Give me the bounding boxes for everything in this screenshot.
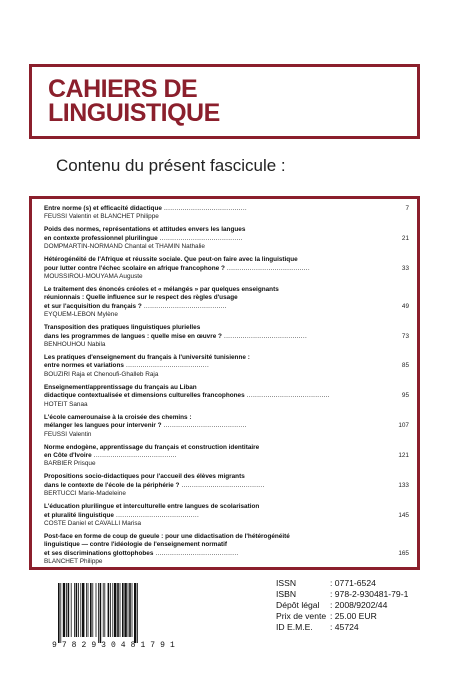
journal-title-line1: CAHIERS DE (48, 75, 198, 103)
barcode-bar (134, 583, 136, 643)
dot-leader: ........................................ (157, 234, 243, 242)
barcode-bar (117, 583, 119, 637)
toc-entry-title: dans les programmes de langues : quelle mise en œuvre ? ........................................ (44, 332, 308, 340)
dot-leader: ........................................ (244, 392, 330, 400)
barcode-bar (80, 583, 81, 637)
toc-entry-title: et ses discriminations glottophobes ........................................ (44, 549, 239, 557)
toc-entry-title: en Côte d'Ivoire ........................................ (44, 451, 177, 459)
barcode-digit: 1 (169, 641, 176, 650)
toc-entry-page: 121 (398, 451, 409, 459)
toc-entry-title: et sur l'acquisition du français ? ........................................ (44, 302, 227, 310)
dot-leader: ........................................ (161, 422, 247, 430)
toc-entry-author: BARBIER Prisque (44, 460, 96, 468)
toc-entry-page: 133 (398, 481, 409, 489)
toc-entry (44, 354, 409, 379)
toc-entry-author: EYQUEM-LEBON Mylène (44, 311, 118, 319)
toc-entry (44, 286, 409, 320)
barcode-bar (71, 583, 72, 637)
barcode-bar (66, 583, 67, 637)
toc-entry-author: FEUSSI Valentin (44, 430, 92, 438)
toc-entry (44, 324, 409, 349)
info-row (276, 622, 408, 633)
barcode-bar (63, 583, 65, 637)
barcode-bar (78, 583, 79, 637)
toc-entry-title: Norme endogène, apprentissage du français et construction identitaire (44, 443, 260, 451)
toc-entry-author: BLANCHET Philippe (44, 558, 103, 566)
info-label: ISSN (276, 578, 297, 588)
toc-entry (44, 226, 409, 251)
toc-entry-title: dans le contexte de l'école de la périphérie ? ........................................ (44, 481, 265, 489)
toc-entry (44, 414, 409, 439)
toc-entry-title: Transposition des pratiques linguistiques plurielles (44, 324, 201, 332)
barcode-digit: 4 (120, 641, 127, 650)
barcode-bar (88, 583, 89, 637)
toc-entry-title: mélanger les langues pour intervenir ? ........................................ (44, 422, 247, 430)
toc-entry-page: 85 (401, 362, 409, 370)
toc-entry-author: BOUZIRI Raja et Chenoufi-Ghalleb Raja (44, 370, 159, 378)
toc-entry-title: linguistique — contre l'idéologie de l'enseignement normatif (44, 541, 228, 549)
barcode-bar (68, 583, 70, 637)
toc-entry-author: BENHOUHOU Nabila (44, 341, 106, 349)
info-row (276, 600, 408, 611)
toc-entry-page: 145 (398, 511, 409, 519)
barcode-digit: 2 (81, 641, 88, 650)
barcode-bar (92, 583, 93, 637)
toc-entry-author: MOUSSIROU-MOUYAMA Auguste (44, 273, 143, 281)
toc-entry-title: Poids des normes, représentations et attitudes envers les langues (44, 226, 246, 234)
toc-entry-title: didactique contextualisée et dimensions culturelles francophones ........................................ (44, 392, 330, 400)
barcode-bar (74, 583, 75, 637)
dot-leader: ........................................ (179, 481, 265, 489)
barcode-bar (96, 583, 97, 637)
barcode-bar (108, 583, 110, 637)
barcode-bar (86, 583, 87, 637)
toc-entry-title: et pluralité linguistique ........................................ (44, 511, 200, 519)
barcode-bar (60, 583, 61, 643)
barcode-digit: 1 (140, 641, 147, 650)
toc-entry-title: L'éducation plurilingue et interculturelle entre langues de scolarisation (44, 503, 260, 511)
dot-leader: ........................................ (123, 362, 210, 370)
toc-entry (44, 473, 409, 498)
info-row (276, 611, 408, 622)
barcode-bar (122, 583, 124, 637)
barcode-digit: 9 (160, 641, 167, 650)
toc-entry-page: 107 (398, 422, 409, 430)
barcode-bar (104, 583, 105, 637)
toc-entry-title: Le traitement des énoncés créoles et « mélangés » par quelques enseignants (44, 286, 279, 294)
dot-leader: ........................................ (141, 302, 227, 310)
barcode-bar (124, 583, 126, 637)
toc-entry-title: Enseignement/apprentissage du français au Liban (44, 383, 197, 391)
barcode-digit: 7 (150, 641, 157, 650)
toc-entry-title: entre normes et variations ........................................ (44, 362, 210, 370)
toc-entry-title: en contexte professionnel plurilingue ........................................ (44, 234, 243, 242)
toc-entry (44, 444, 409, 469)
info-row (276, 578, 408, 589)
barcode-image (56, 583, 168, 643)
toc-entry-page: 73 (401, 332, 409, 340)
barcode-bar (137, 583, 138, 643)
barcode-digit: 9 (52, 641, 59, 650)
barcode-bar (100, 583, 102, 643)
barcode-bar (110, 583, 111, 637)
toc-entry-author: COSTE Daniel et CAVALLI Marisa (44, 519, 142, 527)
barcode-digit: 7 (61, 641, 68, 650)
barcode-bar (112, 583, 113, 637)
toc-entry-title: L'école camerounaise à la croisée des chemins : (44, 413, 192, 421)
toc-entry (44, 205, 409, 222)
barcode-bar (58, 583, 60, 643)
toc-entry-author: HOTEIT Sanaa (44, 400, 88, 408)
toc-entry-page: 21 (401, 234, 409, 242)
barcode-bar (82, 583, 84, 637)
table-of-contents (29, 196, 420, 570)
toc-entry-page: 49 (401, 302, 409, 310)
contents-heading: Contenu du présent fascicule : (56, 156, 286, 175)
toc-entry-page: 7 (405, 205, 409, 212)
publication-info (276, 578, 408, 633)
toc-entry-title: Propositions socio-didactiques pour l'accueil des élèves migrants (44, 473, 245, 481)
toc-entry-title: Les pratiques d'enseignement du français à l'université tunisienne : (44, 354, 250, 362)
info-value: : 45724 (330, 622, 359, 632)
dot-leader: ........................................ (224, 264, 310, 272)
title-box (29, 64, 420, 139)
toc-entry-page: 165 (398, 549, 409, 557)
toc-entry (44, 384, 409, 409)
info-label: Dépôt légal (276, 600, 320, 610)
dot-leader: ........................................ (161, 205, 248, 212)
dot-leader: ........................................ (113, 511, 200, 519)
dot-leader: ........................................ (91, 451, 177, 459)
toc-entry (44, 533, 409, 567)
toc-entry-author: FEUSSI Valentin et BLANCHET Philippe (44, 213, 159, 221)
barcode-bar (114, 583, 116, 637)
info-label: ISBN (276, 589, 297, 599)
info-value: : 2008/9202/44 (330, 600, 388, 610)
barcode-digit: 8 (71, 641, 78, 650)
toc-entry-title: réunionnais : Quelle influence sur le respect des règles d'usage (44, 294, 238, 302)
dot-leader: ........................................ (221, 332, 308, 340)
toc-entry-title: Post-face en forme de coup de gueule : pour une didactisation de l'hétérogénéité (44, 532, 290, 540)
barcode-bar (76, 583, 78, 637)
info-value: : 0771-6524 (330, 578, 376, 588)
toc-entry-title: Hétérogénéité de l'Afrique et réussite sociale. Que peut-on faire avec la linguistique (44, 256, 298, 264)
toc-entry-title: pour lutter contre l'échec scolaire en afrique francophone ? ........................................ (44, 264, 310, 272)
info-value: : 978-2-930481-79-1 (330, 589, 409, 599)
barcode-bar (120, 583, 121, 637)
toc-entry-author: BERTUCCI Marie-Madeleine (44, 490, 126, 498)
barcode-bar (132, 583, 133, 637)
toc-entry-author: DOMPMARTIN-NORMAND Chantal et THAMIN Nathalie (44, 243, 205, 251)
barcode-digit: 3 (101, 641, 108, 650)
toc-entry (44, 503, 409, 528)
info-row (276, 589, 408, 600)
info-label: ID E.M.E. (276, 622, 313, 632)
toc-entry-page: 33 (401, 264, 409, 272)
info-label: Prix de vente (276, 611, 327, 621)
barcode-bar (128, 583, 129, 637)
barcode-digits (52, 641, 176, 650)
barcode-bar (90, 583, 92, 637)
barcode-bar (129, 583, 131, 637)
toc-entry (44, 256, 409, 281)
barcode-bar (98, 583, 99, 643)
barcode-bar (103, 583, 104, 637)
toc-entry-page: 95 (401, 392, 409, 400)
barcode-digit: 0 (110, 641, 117, 650)
journal-title-line2: LINGUISTIQUE (48, 99, 220, 127)
toc-entry-title: Entre norme (s) et efficacité didactique ........................................ (44, 205, 248, 212)
info-value: : 25.00 EUR (330, 611, 377, 621)
dot-leader: ........................................ (153, 549, 239, 557)
barcode-digit: 9 (91, 641, 98, 650)
barcode-digit: 8 (130, 641, 137, 650)
